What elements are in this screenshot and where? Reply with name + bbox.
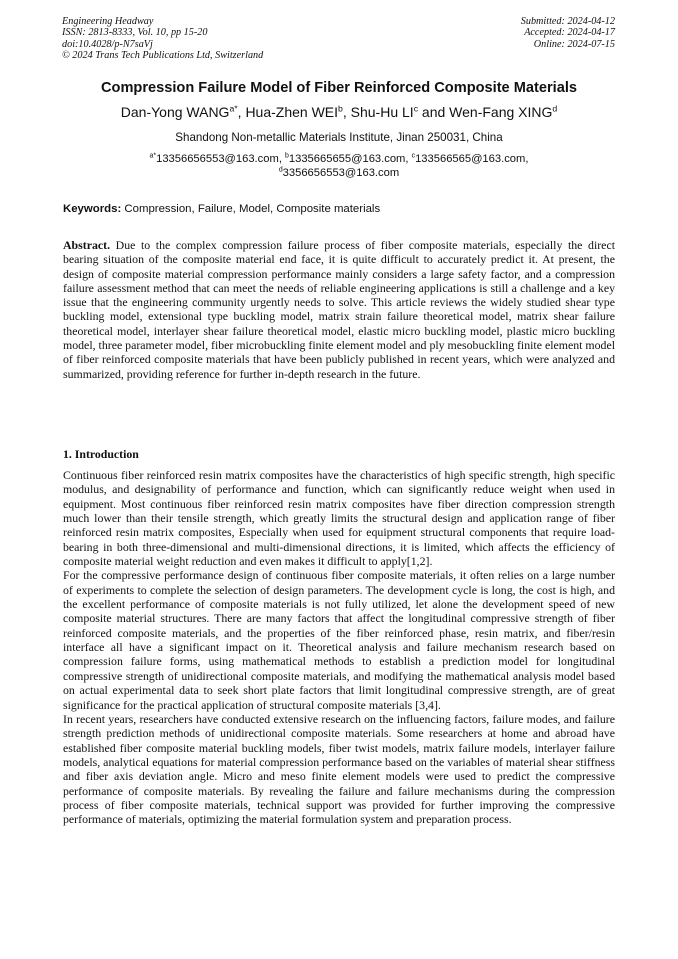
email-link[interactable]: 13356656553@163.com [156, 153, 279, 165]
keywords-text: Compression, Failure, Model, Composite materials [124, 203, 381, 215]
author-sep: , [237, 104, 246, 120]
author-sup: a* [229, 103, 238, 114]
author-sup: d [552, 103, 558, 114]
email-sup: b [285, 152, 289, 160]
copyright-line: © 2024 Trans Tech Publications Ltd, Switzerland [62, 50, 264, 62]
paragraph: In recent years, researchers have conducted extensive research on the influencing factors, failure modes, and failure strength prediction methods of unidirectional composite materials. Some researchers at home and abroad have established fiber composite material buckling models, fiber twist models, matrix failure models, interlayer failure models, analytical equations for material compression performance based on the variables of material shear stiffness and fiber axis deviation angle. Micro and meso finite element models were used to predict the compressive performance of composite materials. By revealing the failure and failure mechanisms during the compression process of fiber composite materials, technical support was provided for further improving the compressive performance of materials, optimizing the material formulation system and preparation process. [63, 711, 615, 827]
email-link[interactable]: 133566565@163.com [415, 153, 526, 165]
author-sep: and [418, 104, 450, 120]
keywords-label: Keywords: [63, 203, 122, 215]
accepted-date: Accepted: 2024-04-17 [524, 27, 615, 39]
paragraph: Continuous fiber reinforced resin matrix composites have the characteristics of high specific strength, high specific modulus, and designability of performance and function, which can significantly reduce weight when used in equipment. Most continuous fiber reinforced resin matrix composites have fiber direction compression strength much lower than their tensile strength, which greatly limits the structural design and application range of fiber reinforced resin matrix composites, Especially when used for equipment structural components that require load-bearing in both three-dimensional and multi-dimensional directions, it is limited, which affects the efficiency of composite material weight reduction and even makes it difficult to apply[1,2]. [63, 468, 615, 569]
author-sup: c [413, 103, 419, 114]
email-sup: a* [149, 152, 157, 160]
dates-header [521, 16, 615, 50]
email-sep: , [525, 153, 529, 165]
author-name: Dan-Yong WANG [120, 104, 230, 120]
email-sep: , [278, 153, 286, 165]
email-sup: d [278, 166, 283, 174]
email-sup: c [411, 152, 416, 160]
submitted-date: Submitted: 2024-04-12 [520, 16, 615, 27]
abstract [63, 238, 615, 381]
abstract-text: Due to the complex compression failure process of fiber composite materials, especially the direct bearing situation of the composite material end face, it is quite difficult to accurately predict it. At present, the design of composite material compression performance mainly considers a large safety factor, and a compression failure assessment method that can meet the needs of reliable engineering applications is still a challenge and a key issue that the engineering community urgently needs to solve. This article reviews the widely studied shear type buckling model, extensional type buckling model, matrix strain failure theoretical model, matrix shear failure theoretical model, interlayer shear failure theoretical model, elastic micro buckling model, plastic micro buckling model, three parameter model, fiber microbuckling finite element model and ply mesobuckling finite element model of fiber reinforced composite materials that have been publicly published in recent years, which were analyzed and summarized, providing reference for further in-depth research in the future. [63, 238, 615, 381]
abstract-label: Abstract. [63, 238, 111, 252]
affiliation: Shandong Non-metallic Materials Institute, Jinan 250031, China [175, 131, 503, 144]
journal-name: Engineering Headway [62, 16, 154, 27]
section-body [63, 468, 615, 827]
author-sup: b [338, 103, 343, 114]
doi-line[interactable]: doi:10.4028/p-N7saVj [62, 38, 153, 50]
email-sep: , [405, 153, 412, 165]
author-sep: , [342, 104, 351, 120]
paper-title: Compression Failure Model of Fiber Reinforced Composite Materials [101, 80, 577, 96]
keywords [63, 203, 623, 215]
email-list [100, 152, 578, 180]
email-link[interactable]: 1335665655@163.com [288, 153, 406, 165]
section-heading: 1. Introduction [63, 447, 139, 461]
author-name: Shu-Hu LI [350, 104, 414, 120]
journal-header [62, 16, 263, 62]
issn-line: ISSN: 2813-8333, Vol. 10, pp 15-20 [62, 27, 208, 39]
author-name: Wen-Fang XING [449, 104, 553, 120]
paragraph: For the compressive performance design of continuous fiber composite materials, it often relies on a large number of experiments to complete the selection of design parameters. The development cycle is long, the cost is high, and the excellent performance of composite materials is not fully utilized, let alone the development speed of new composite material structures. There are many factors that affect the longitudinal compressive strength of fiber reinforced composite materials, and the properties of the fiber reinforced phase, resin matrix, and fiber/resin interface all have a significant impact on it. Theoretical analysis and failure mechanism research based on compression failure forms, using mathematical methods to establish a prediction model for longitudinal compressive strength of unidirectional composite materials, and modifying the mathematical analysis model based on actual experimental data to seek short plate factors that limit longitudinal compressive strength, are of great significance for the practical application of structural composite materials [3,4]. [63, 568, 615, 712]
author-name: Hua-Zhen WEI [245, 104, 339, 120]
email-link[interactable]: 3356656553@163.com [282, 167, 400, 179]
author-list [0, 104, 678, 120]
online-date: Online: 2024-07-15 [533, 38, 615, 50]
